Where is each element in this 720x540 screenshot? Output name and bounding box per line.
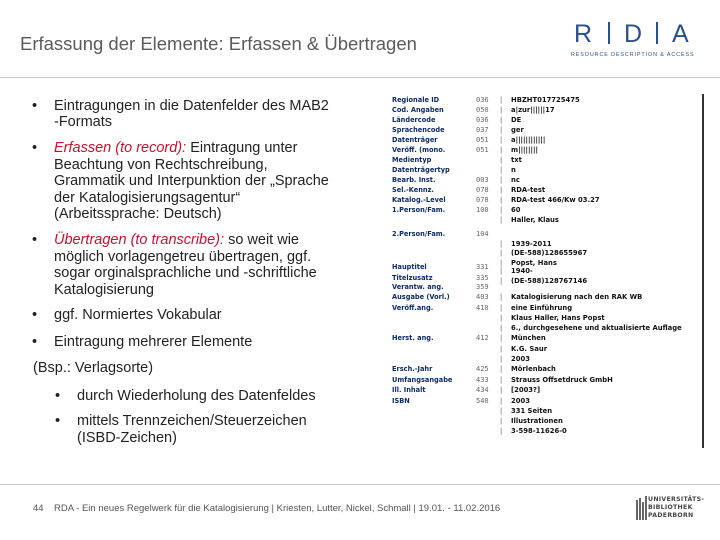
record-field-value: m|||||||| <box>511 146 538 154</box>
record-field-label: Datenträgertyp <box>392 166 450 174</box>
record-field-value: (DE-588)128655967 <box>511 249 588 257</box>
subfield-marker: | <box>499 166 504 174</box>
bullet-dot-icon: • <box>32 98 38 114</box>
record-field-label: Datenträger <box>392 136 438 144</box>
record-field-label: Regionale ID <box>392 96 440 104</box>
subfield-marker: | <box>499 136 504 144</box>
record-field-code: 540 <box>476 397 489 405</box>
subfield-marker: | <box>499 267 504 275</box>
record-field-value: Strauss Offsetdruck GmbH <box>511 376 613 384</box>
bullet-text-cont: -Formats <box>54 114 112 130</box>
university-library-logo: UNIVERSITÄTS- BIBLIOTHEK PADERBORN <box>636 496 696 522</box>
record-field-code: 425 <box>476 365 489 373</box>
rda-logo-d: D <box>624 20 643 48</box>
rda-logo <box>568 16 706 60</box>
record-field-value: eine Einführung <box>511 304 573 312</box>
record-field-code: 100 <box>476 206 489 214</box>
subfield-marker: | <box>499 386 504 394</box>
header-divider <box>0 77 720 78</box>
record-field-label: Cod. Angaben <box>392 106 444 114</box>
term-uebertragen: Übertragen (to transcribe): <box>54 232 225 248</box>
record-field-value: Illustrationen <box>511 417 563 425</box>
record-field-value: n <box>511 166 516 174</box>
subfield-marker: | <box>499 206 504 214</box>
record-field-value: München <box>511 334 546 342</box>
record-field-value: RDA-test 466/Kw 03.27 <box>511 196 600 204</box>
record-field-value: txt <box>511 156 522 164</box>
record-field-label: Verantw. ang. <box>392 283 444 291</box>
record-field-label: Ersch.-Jahr <box>392 365 433 373</box>
subfield-marker: | <box>499 216 504 224</box>
record-field-value: a|zur||||||17 <box>511 106 555 114</box>
subfield-marker: | <box>499 345 504 353</box>
record-field-value: K.G. Saur <box>511 345 548 353</box>
subfield-marker: | <box>499 186 504 194</box>
page-number: 44 <box>33 503 44 514</box>
bullet-dot-icon: • <box>32 307 38 323</box>
record-field-value: 6., durchgesehene und aktualisierte Auflage <box>511 324 682 332</box>
record-field-label: Herst. ang. <box>392 334 434 342</box>
subfield-marker: | <box>499 427 504 435</box>
bullet-dot-icon: • <box>55 388 61 404</box>
subfield-marker: | <box>499 277 504 285</box>
record-field-code: 078 <box>476 196 489 204</box>
record-field-value: 60 <box>511 206 521 214</box>
record-field-label: Titelzusatz <box>392 274 433 282</box>
record-field-code: 036 <box>476 96 489 104</box>
subfield-marker: | <box>499 106 504 114</box>
subfield-marker: | <box>499 259 504 267</box>
record-field-label: 2.Person/Fam. <box>392 230 446 238</box>
record-field-code: 036 <box>476 116 489 124</box>
record-field-code: 051 <box>476 136 489 144</box>
record-field-value: DE <box>511 116 522 124</box>
bullet-dot-icon: • <box>32 232 38 248</box>
catalog-record-scan <box>386 94 704 448</box>
record-field-code: 434 <box>476 386 489 394</box>
record-field-code: 403 <box>476 293 489 301</box>
record-field-label: Umfangsangabe <box>392 376 453 384</box>
rda-logo-tagline: RESOURCE DESCRIPTION & ACCESS <box>571 52 695 58</box>
record-field-code: 003 <box>476 176 489 184</box>
bullet-dot-icon: • <box>32 334 38 350</box>
subfield-marker: | <box>499 156 504 164</box>
record-field-value: 3-598-11626-0 <box>511 427 567 435</box>
bullet-text: Eintragungen in die Datenfelder des MAB2 <box>54 98 329 114</box>
record-field-label: Sel.-Kennz. <box>392 186 434 194</box>
example-note: (Bsp.: Verlagsorte) <box>33 360 154 376</box>
record-field-value: 2003 <box>511 355 530 363</box>
subfield-marker: | <box>499 397 504 405</box>
subfield-marker: | <box>499 376 504 384</box>
record-field-label: Sprachencode <box>392 126 445 134</box>
record-field-value: ger <box>511 126 524 134</box>
record-field-value: 331 Seiten <box>511 407 553 415</box>
slide-title: Erfassung der Elemente: Erfassen & Übertragen <box>20 33 417 54</box>
subfield-marker: | <box>499 196 504 204</box>
subfield-marker: | <box>499 407 504 415</box>
record-field-value: HBZHT017725475 <box>511 96 580 104</box>
record-field-code: 078 <box>476 186 489 194</box>
record-field-label: Katalog.-Level <box>392 196 446 204</box>
record-field-value: Klaus Haller, Hans Popst <box>511 314 605 322</box>
record-field-label: Veröff.ang. <box>392 304 434 312</box>
subfield-marker: | <box>499 249 504 257</box>
record-field-code: 433 <box>476 376 489 384</box>
record-field-label: Bearb. Inst. <box>392 176 436 184</box>
subfield-marker: | <box>499 304 504 312</box>
record-field-label: Ill. Inhalt <box>392 386 426 394</box>
record-field-value: a|||||||||||| <box>511 136 546 144</box>
record-field-value: 1939-2011 <box>511 240 552 248</box>
subfield-marker: | <box>499 126 504 134</box>
record-field-value: (DE-588)128767146 <box>511 277 588 285</box>
record-field-value: RDA-test <box>511 186 546 194</box>
record-field-value: 2003 <box>511 397 530 405</box>
record-field-code: 335 <box>476 274 489 282</box>
term-erfassen: Erfassen (to record): <box>54 140 187 156</box>
record-field-code: 051 <box>476 146 489 154</box>
record-field-value: nc <box>511 176 520 184</box>
subfield-marker: | <box>499 240 504 248</box>
record-field-label: Hauptitel <box>392 263 427 271</box>
rda-logo-a: A <box>672 20 689 48</box>
record-field-label: ISBN <box>392 397 410 405</box>
subfield-marker: | <box>499 365 504 373</box>
record-field-label: Ausgabe (Vorl.) <box>392 293 450 301</box>
subfield-marker: | <box>499 96 504 104</box>
record-field-code: 359 <box>476 283 489 291</box>
record-field-label: 1.Person/Fam. <box>392 206 446 214</box>
record-field-value: [2003?] <box>511 386 541 394</box>
record-field-code: 410 <box>476 304 489 312</box>
record-field-code: 104 <box>476 230 489 238</box>
subfield-marker: | <box>499 417 504 425</box>
record-field-code: 331 <box>476 263 489 271</box>
record-field-value: 1940- <box>511 267 533 275</box>
record-field-value: Katalogisierung nach den RAK WB <box>511 293 643 301</box>
record-field-value: Popst, Hans <box>511 259 557 267</box>
record-field-label: Veröff. (mono. <box>392 146 446 154</box>
subfield-marker: | <box>499 146 504 154</box>
record-field-value: Mörlenbach <box>511 365 556 373</box>
record-field-code: 412 <box>476 334 489 342</box>
subfield-marker: | <box>499 293 504 301</box>
footer-text: RDA - Ein neues Regelwerk für die Katalogisierung | Kriesten, Lutter, Nickel, Schmall | 19.01. - 11.02.2016 <box>54 503 501 514</box>
record-field-code: 050 <box>476 106 489 114</box>
subfield-marker: | <box>499 324 504 332</box>
bullet-dot-icon: • <box>55 413 61 429</box>
record-field-value: Haller, Klaus <box>511 216 559 224</box>
record-field-label: Medientyp <box>392 156 432 164</box>
record-field-code: 037 <box>476 126 489 134</box>
subfield-marker: | <box>499 314 504 322</box>
rda-logo-r: R <box>574 20 595 48</box>
record-field-label: Ländercode <box>392 116 436 124</box>
subfield-marker: | <box>499 355 504 363</box>
bullet-dot-icon: • <box>32 140 38 156</box>
footer-divider <box>0 484 720 485</box>
subfield-marker: | <box>499 176 504 184</box>
subfield-marker: | <box>499 334 504 342</box>
subfield-marker: | <box>499 116 504 124</box>
